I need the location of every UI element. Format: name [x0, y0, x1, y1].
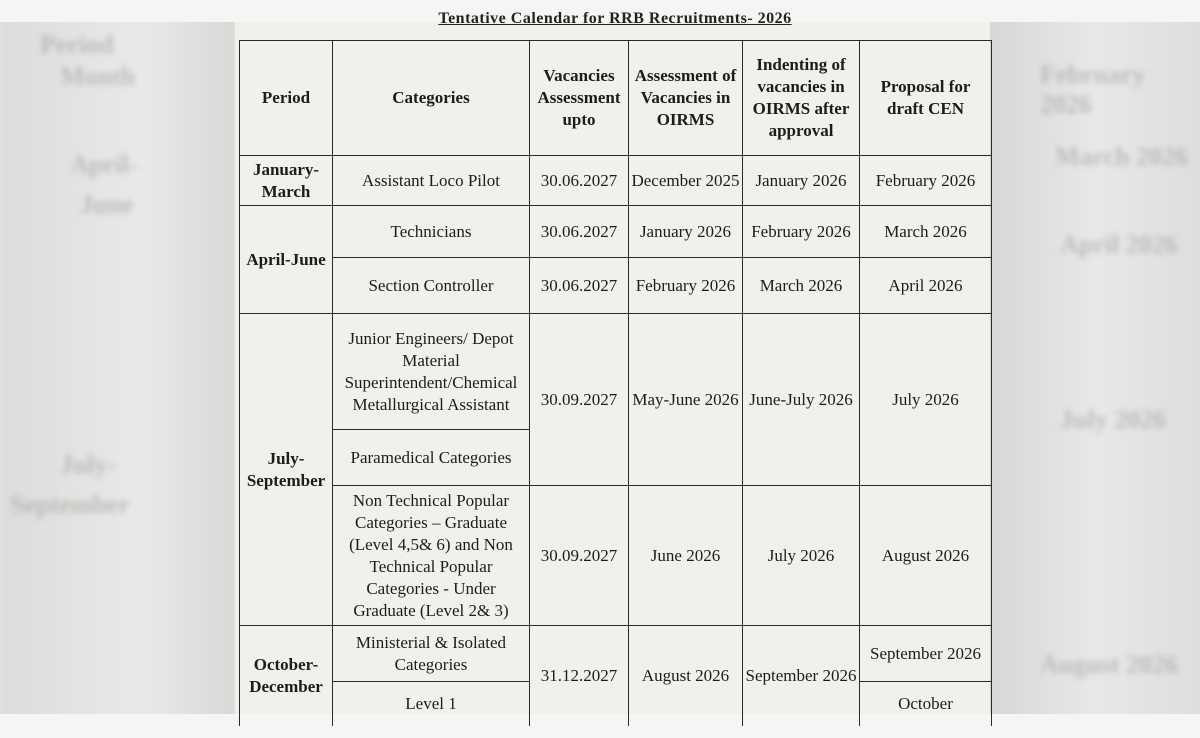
category-cell: Non Technical Popular Categories – Graduate (Level 4,5& 6) and Non Technical Popular Categories - Under Graduate (Level 2& 3) [333, 486, 530, 626]
table-row [240, 156, 992, 206]
assessment-oirms-cell: December 2025 [629, 156, 743, 206]
background-text: July 2026 [1060, 405, 1167, 434]
table-row [240, 314, 992, 430]
header-assessment-oirms: Assessment of Vacancies in OIRMS [629, 41, 743, 156]
period-cell: April-June [240, 206, 333, 314]
period-cell: October-December [240, 626, 333, 726]
background-text: April- [70, 150, 138, 179]
category-cell: Junior Engineers/ Depot Material Superintendent/Chemical Metallurgical Assistant [333, 314, 530, 430]
category-cell: Ministerial & Isolated Categories [333, 626, 530, 682]
assessment-upto-cell: 31.12.2027 [530, 626, 629, 726]
background-text: Period [40, 30, 114, 59]
background-text: July- [60, 450, 117, 479]
table-row [240, 486, 992, 626]
header-categories: Categories [333, 41, 530, 156]
indenting-cell: June-July 2026 [743, 314, 860, 486]
period-cell: January-March [240, 156, 333, 206]
category-cell: Paramedical Categories [333, 430, 530, 486]
proposal-cell: July 2026 [860, 314, 992, 486]
document-caption: Tentative Calendar for RRB Recruitments- 2026 [438, 10, 792, 27]
period-cell: July-September [240, 314, 333, 626]
header-indenting: Indenting of vacancies in OIRMS after approval [743, 41, 860, 156]
header-vacancies-assessment-upto: Vacancies Assessment upto [530, 41, 629, 156]
assessment-oirms-cell: January 2026 [629, 206, 743, 258]
assessment-oirms-cell: February 2026 [629, 258, 743, 314]
indenting-cell: January 2026 [743, 156, 860, 206]
blurred-background-left [0, 0, 235, 738]
assessment-oirms-cell: June 2026 [629, 486, 743, 626]
indenting-cell: July 2026 [743, 486, 860, 626]
background-text: June [80, 190, 134, 219]
recruitment-calendar-table [239, 40, 992, 726]
assessment-oirms-cell: August 2026 [629, 626, 743, 726]
background-text: August 2026 [1040, 650, 1178, 679]
assessment-upto-cell: 30.06.2027 [530, 156, 629, 206]
proposal-cell: August 2026 [860, 486, 992, 626]
indenting-cell: September 2026 [743, 626, 860, 726]
background-text: September [10, 490, 130, 519]
document-sheet [235, 10, 990, 714]
category-cell: Technicians [333, 206, 530, 258]
header-row [240, 41, 992, 156]
table-row [240, 206, 992, 258]
background-text: February 2026 [1040, 60, 1146, 119]
indenting-cell: March 2026 [743, 258, 860, 314]
proposal-cell: February 2026 [860, 156, 992, 206]
assessment-upto-cell: 30.06.2027 [530, 258, 629, 314]
proposal-cell: September 2026 [860, 626, 992, 682]
proposal-cell: March 2026 [860, 206, 992, 258]
header-proposal-draft-cen: Proposal for draft CEN [860, 41, 992, 156]
indenting-cell: February 2026 [743, 206, 860, 258]
background-text: April 2026 [1060, 230, 1178, 259]
assessment-upto-cell: 30.06.2027 [530, 206, 629, 258]
category-cell: Level 1 [333, 682, 530, 726]
category-cell: Assistant Loco Pilot [333, 156, 530, 206]
category-cell: Section Controller [333, 258, 530, 314]
table-row [240, 258, 992, 314]
background-text: March 2026 [1055, 142, 1189, 171]
table-row [240, 626, 992, 682]
background-text: Month [60, 62, 136, 91]
header-period: Period [240, 41, 333, 156]
assessment-upto-cell: 30.09.2027 [530, 486, 629, 626]
proposal-cell: April 2026 [860, 258, 992, 314]
assessment-oirms-cell: May-June 2026 [629, 314, 743, 486]
assessment-upto-cell: 30.09.2027 [530, 314, 629, 486]
proposal-cell: October [860, 682, 992, 726]
